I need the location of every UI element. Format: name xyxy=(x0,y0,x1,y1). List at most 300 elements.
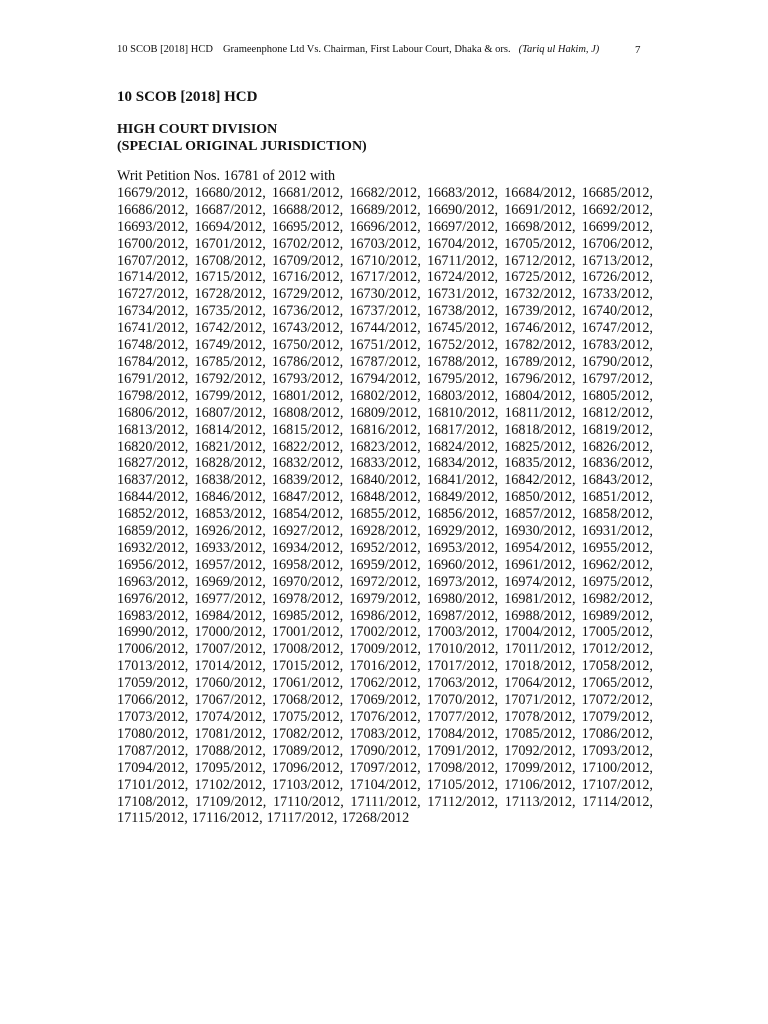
petition-number: 16795/2012, xyxy=(426,370,499,387)
petition-number: 16931/2012, xyxy=(581,523,653,540)
petition-number: 16717/2012, xyxy=(349,269,421,286)
petition-number: 16748/2012, xyxy=(117,337,189,354)
petition-number: 16841/2012, xyxy=(426,472,499,489)
petition-line xyxy=(117,658,653,675)
petition-number: 16685/2012, xyxy=(581,184,653,201)
petition-number: 16752/2012, xyxy=(426,337,499,354)
petition-number: 16828/2012, xyxy=(194,455,266,472)
petition-number: 16728/2012, xyxy=(194,286,266,303)
petition-number: 17060/2012, xyxy=(194,675,266,692)
petition-number: 16932/2012, xyxy=(117,539,189,556)
petition-number: 16927/2012, xyxy=(271,523,344,540)
petition-number: 17018/2012, xyxy=(504,658,576,675)
petition-line xyxy=(117,405,653,422)
petition-number: 16804/2012, xyxy=(504,387,576,404)
petition-number: 17067/2012, xyxy=(194,692,266,709)
petition-number: 17093/2012, xyxy=(581,742,653,759)
petition-number: 16796/2012, xyxy=(504,370,576,387)
petition-number: 16838/2012, xyxy=(194,472,266,489)
petition-number: 16791/2012, xyxy=(117,370,189,387)
petition-number: 16805/2012, xyxy=(581,387,653,404)
petition-number: 16725/2012, xyxy=(504,269,576,286)
petition-number: 16934/2012, xyxy=(271,539,344,556)
petition-number: 17095/2012, xyxy=(194,759,266,776)
petition-number: 17084/2012, xyxy=(426,725,499,742)
petition-number: 16786/2012, xyxy=(271,353,344,370)
petition-number: 17115/2012, xyxy=(117,810,188,827)
petition-number: 16988/2012, xyxy=(504,607,576,624)
petition-number: 16694/2012, xyxy=(194,218,266,235)
petition-number: 16930/2012, xyxy=(504,523,576,540)
petition-number: 17065/2012, xyxy=(581,675,653,692)
petition-line xyxy=(117,371,653,388)
petition-number: 16727/2012, xyxy=(117,286,189,303)
petition-number: 17008/2012, xyxy=(272,641,344,658)
petition-number: 16810/2012, xyxy=(427,404,499,421)
petition-number: 16782/2012, xyxy=(504,337,576,354)
page-number: 7 xyxy=(635,44,641,56)
petition-number: 17086/2012, xyxy=(581,725,653,742)
petition-number: 16960/2012, xyxy=(426,556,499,573)
petition-number: 16751/2012, xyxy=(349,337,421,354)
petition-number: 16816/2012, xyxy=(349,421,421,438)
petition-number: 16989/2012, xyxy=(581,607,653,624)
petition-number: 17002/2012, xyxy=(349,624,421,641)
petition-number: 17101/2012, xyxy=(117,776,189,793)
petition-number: 17106/2012, xyxy=(504,776,576,793)
petition-number: 16961/2012, xyxy=(504,556,576,573)
petition-number: 16733/2012, xyxy=(581,286,653,303)
petition-number: 17013/2012, xyxy=(117,658,189,675)
petition-number: 16848/2012, xyxy=(349,489,421,506)
petition-number: 17005/2012, xyxy=(581,624,653,641)
petition-number: 16823/2012, xyxy=(349,438,421,455)
petition-number: 17074/2012, xyxy=(194,709,266,725)
petition-number: 16806/2012, xyxy=(117,404,189,421)
petition-number: 16817/2012, xyxy=(426,421,499,438)
petition-number: 16746/2012, xyxy=(504,320,576,337)
petition-number: 17113/2012, xyxy=(504,793,576,810)
petition-line xyxy=(117,574,653,591)
petition-number: 16822/2012, xyxy=(271,438,344,455)
petition-number: 17001/2012, xyxy=(271,624,344,641)
petition-number: 16788/2012, xyxy=(426,353,499,370)
petition-line xyxy=(117,388,653,405)
petition-number: 16798/2012, xyxy=(117,387,189,404)
petition-number: 17076/2012, xyxy=(349,709,421,725)
petition-number: 16709/2012, xyxy=(272,252,344,269)
petition-number: 17105/2012, xyxy=(426,776,499,793)
petition-number: 16835/2012, xyxy=(504,455,576,472)
petition-line xyxy=(117,455,653,472)
petition-line xyxy=(117,269,653,286)
petition-number: 16926/2012, xyxy=(194,523,266,540)
petition-number: 16784/2012, xyxy=(117,353,189,370)
petition-number: 17079/2012, xyxy=(581,709,653,725)
court-jurisdiction: (SPECIAL ORIGINAL JURISDICTION) xyxy=(117,139,367,154)
petition-number: 17061/2012, xyxy=(271,675,344,692)
petition-number: 17080/2012, xyxy=(117,725,189,742)
petition-number: 16697/2012, xyxy=(426,218,499,235)
petition-number: 16783/2012, xyxy=(581,337,653,354)
petition-list xyxy=(117,168,653,827)
petition-number: 17078/2012, xyxy=(504,709,576,725)
petition-number: 16687/2012, xyxy=(194,201,266,218)
petition-number: 16958/2012, xyxy=(271,556,344,573)
petition-number: 16844/2012, xyxy=(117,489,189,506)
petition-number: 17011/2012, xyxy=(504,641,576,658)
petition-line xyxy=(117,726,653,743)
petition-number: 16952/2012, xyxy=(349,539,421,556)
petition-number: 16987/2012, xyxy=(426,607,499,624)
petition-number: 16929/2012, xyxy=(426,523,499,540)
petition-number: 16857/2012, xyxy=(504,506,576,523)
petition-number: 16839/2012, xyxy=(271,472,344,489)
petition-line xyxy=(117,337,653,354)
petition-number: 16787/2012, xyxy=(349,353,421,370)
petition-line xyxy=(117,794,653,811)
petition-number: 16851/2012, xyxy=(581,489,653,506)
petition-number: 16802/2012, xyxy=(349,387,421,404)
petition-number: 17077/2012, xyxy=(426,709,499,725)
petition-number: 16980/2012, xyxy=(426,590,499,607)
petition-number: 17116/2012, xyxy=(191,810,263,827)
petition-number: 17000/2012, xyxy=(194,624,266,641)
petition-number: 16703/2012, xyxy=(349,235,421,252)
petition-number: 17073/2012, xyxy=(117,709,189,725)
petition-number: 16856/2012, xyxy=(426,506,499,523)
petition-number: 16682/2012, xyxy=(349,184,421,201)
petition-line xyxy=(117,709,653,726)
petition-number: 16808/2012, xyxy=(272,404,344,421)
petition-number: 16740/2012, xyxy=(581,303,653,320)
petition-number: 16963/2012, xyxy=(117,573,189,590)
petition-number: 16731/2012, xyxy=(426,286,499,303)
petition-number: 17103/2012, xyxy=(271,776,344,793)
petition-number: 17015/2012, xyxy=(271,658,344,675)
petition-line xyxy=(117,523,653,540)
petition-number: 17012/2012, xyxy=(581,641,653,658)
petition-number: 17010/2012, xyxy=(427,641,499,658)
petition-line xyxy=(117,219,653,236)
petition-number: 16749/2012, xyxy=(194,337,266,354)
petition-number: 17098/2012, xyxy=(426,759,499,776)
petition-number: 16970/2012, xyxy=(271,573,344,590)
petition-number: 16832/2012, xyxy=(271,455,344,472)
petition-number: 16794/2012, xyxy=(349,370,421,387)
petition-number: 16696/2012, xyxy=(349,218,421,235)
petition-number: 16710/2012, xyxy=(349,252,421,269)
petition-number: 16975/2012, xyxy=(581,573,653,590)
petition-line xyxy=(117,236,653,253)
petition-line xyxy=(117,506,653,523)
petition-line xyxy=(117,608,653,625)
petition-number: 16690/2012, xyxy=(426,201,499,218)
petition-number: 16852/2012, xyxy=(117,506,189,523)
petition-number: 17016/2012, xyxy=(349,658,421,675)
petition-number: 16847/2012, xyxy=(271,489,344,506)
petition-number: 16683/2012, xyxy=(426,184,499,201)
petition-line xyxy=(117,743,653,760)
petition-number: 17069/2012, xyxy=(349,692,421,709)
petition-number: 16820/2012, xyxy=(117,438,189,455)
petition-number: 16814/2012, xyxy=(194,421,266,438)
petition-number: 16824/2012, xyxy=(426,438,499,455)
petition-number: 17100/2012, xyxy=(581,759,653,776)
petition-number: 16979/2012, xyxy=(349,590,421,607)
petition-number: 16736/2012, xyxy=(271,303,344,320)
petition-line xyxy=(117,422,653,439)
petition-number: 17072/2012, xyxy=(581,692,653,709)
petition-number: 17017/2012, xyxy=(426,658,499,675)
petition-number: 16698/2012, xyxy=(504,218,576,235)
petition-number: 16695/2012, xyxy=(271,218,344,235)
petition-number: 16686/2012, xyxy=(117,201,189,218)
petition-number: 16834/2012, xyxy=(426,455,499,472)
petition-number: 16825/2012, xyxy=(504,438,576,455)
petition-number: 16821/2012, xyxy=(194,438,266,455)
petition-number: 17009/2012, xyxy=(349,641,421,658)
petition-number: 16699/2012, xyxy=(581,218,653,235)
petition-number: 17014/2012, xyxy=(194,658,266,675)
petition-number: 16969/2012, xyxy=(194,573,266,590)
petition-number: 16962/2012, xyxy=(581,556,653,573)
petition-number: 16711/2012, xyxy=(427,252,498,269)
petition-number: 16714/2012, xyxy=(117,269,189,286)
petition-number: 16705/2012, xyxy=(504,235,576,252)
petition-number: 17088/2012, xyxy=(194,742,266,759)
petition-number: 16818/2012, xyxy=(504,421,576,438)
petition-number: 16724/2012, xyxy=(426,269,499,286)
petition-number: 16691/2012, xyxy=(504,201,576,218)
court-division: HIGH COURT DIVISION xyxy=(117,122,278,137)
petition-line xyxy=(117,760,653,777)
petition-number: 17087/2012, xyxy=(117,742,189,759)
petition-number: 16807/2012, xyxy=(194,404,266,421)
petition-number: 16986/2012, xyxy=(349,607,421,624)
petition-line xyxy=(117,303,653,320)
petition-number: 16737/2012, xyxy=(349,303,421,320)
petition-number: 17089/2012, xyxy=(271,742,344,759)
petition-number: 17085/2012, xyxy=(504,725,576,742)
petition-number: 16790/2012, xyxy=(581,353,653,370)
petition-number: 16933/2012, xyxy=(194,539,266,556)
petition-number: 16750/2012, xyxy=(271,337,344,354)
petition-number: 16679/2012, xyxy=(117,184,189,201)
petition-number: 16836/2012, xyxy=(581,455,653,472)
petition-number: 16732/2012, xyxy=(504,286,576,303)
petition-number: 17083/2012, xyxy=(349,725,421,742)
petition-number: 16729/2012, xyxy=(271,286,344,303)
petition-line xyxy=(117,624,653,641)
petition-number: 16826/2012, xyxy=(581,438,653,455)
petition-number: 16846/2012, xyxy=(194,489,266,506)
petition-number: 16745/2012, xyxy=(426,320,499,337)
petition-number: 17081/2012, xyxy=(194,725,266,742)
petition-number: 16813/2012, xyxy=(117,421,189,438)
petition-number: 17096/2012, xyxy=(271,759,344,776)
petition-number: 16973/2012, xyxy=(426,573,499,590)
petition-number: 16954/2012, xyxy=(504,539,576,556)
petition-number: 17107/2012, xyxy=(581,776,653,793)
petition-line xyxy=(117,354,653,371)
petition-number: 16983/2012, xyxy=(117,607,189,624)
header-case-title: Grameenphone Ltd Vs. Chairman, First Labour Court, Dhaka & ors. xyxy=(222,44,511,55)
petition-number: 17066/2012, xyxy=(117,692,189,709)
petition-number: 17097/2012, xyxy=(349,759,421,776)
petition-number: 17091/2012, xyxy=(426,742,499,759)
petition-line xyxy=(117,641,653,658)
petition-number: 16715/2012, xyxy=(194,269,266,286)
petition-lines xyxy=(117,185,653,827)
petition-number: 16974/2012, xyxy=(504,573,576,590)
petition-line xyxy=(117,202,653,219)
petition-number: 16707/2012, xyxy=(117,252,189,269)
petition-number: 17007/2012, xyxy=(194,641,266,658)
petition-number: 16849/2012, xyxy=(426,489,499,506)
petition-number: 16693/2012, xyxy=(117,218,189,235)
petition-number: 16840/2012, xyxy=(349,472,421,489)
petition-line xyxy=(117,810,653,827)
petition-number: 16712/2012, xyxy=(504,252,576,269)
petition-number: 16744/2012, xyxy=(349,320,421,337)
petition-number: 17068/2012, xyxy=(271,692,344,709)
petition-number: 16815/2012, xyxy=(271,421,344,438)
petition-number: 16858/2012, xyxy=(581,506,653,523)
petition-number: 17114/2012, xyxy=(582,793,653,810)
petition-number: 16853/2012, xyxy=(194,506,266,523)
petition-number: 17109/2012, xyxy=(194,793,267,810)
petition-number: 16708/2012, xyxy=(194,252,266,269)
petition-number: 16747/2012, xyxy=(581,320,653,337)
petition-number: 16730/2012, xyxy=(349,286,421,303)
petition-number: 17102/2012, xyxy=(194,776,266,793)
petition-number: 16811/2012, xyxy=(504,404,576,421)
petition-number: 16819/2012, xyxy=(581,421,653,438)
petition-line xyxy=(117,591,653,608)
petition-number: 16957/2012, xyxy=(194,556,266,573)
petition-number: 16928/2012, xyxy=(349,523,421,540)
petition-number: 17003/2012, xyxy=(426,624,499,641)
petition-number: 16702/2012, xyxy=(271,235,344,252)
petition-number: 16785/2012, xyxy=(194,353,266,370)
petition-number: 17094/2012, xyxy=(117,759,189,776)
petition-number: 16976/2012, xyxy=(117,590,189,607)
petition-number: 16982/2012, xyxy=(581,590,653,607)
petition-number: 17004/2012, xyxy=(504,624,576,641)
petition-number: 17070/2012, xyxy=(426,692,499,709)
petition-number: 17099/2012, xyxy=(504,759,576,776)
petition-line xyxy=(117,540,653,557)
petition-number: 17006/2012, xyxy=(117,641,189,658)
petition-number: 16684/2012, xyxy=(504,184,576,201)
petition-number: 16859/2012, xyxy=(117,523,189,540)
petition-number: 16680/2012, xyxy=(194,184,266,201)
petition-number: 16978/2012, xyxy=(271,590,344,607)
petition-line xyxy=(117,185,653,202)
petition-number: 17071/2012, xyxy=(504,692,576,709)
petition-number: 16799/2012, xyxy=(194,387,266,404)
petition-number: 16809/2012, xyxy=(349,404,421,421)
petition-number: 16701/2012, xyxy=(194,235,266,252)
petition-number: 16953/2012, xyxy=(426,539,499,556)
petition-number: 16734/2012, xyxy=(117,303,189,320)
petition-number: 16743/2012, xyxy=(271,320,344,337)
petition-line xyxy=(117,692,653,709)
petition-number: 17111/2012, xyxy=(350,793,421,810)
petition-number: 17110/2012, xyxy=(272,793,344,810)
petition-number: 16704/2012, xyxy=(426,235,499,252)
petition-number: 16742/2012, xyxy=(194,320,266,337)
petition-line xyxy=(117,320,653,337)
petition-line xyxy=(117,557,653,574)
petition-line xyxy=(117,439,653,456)
petition-number: 17058/2012, xyxy=(581,658,653,675)
petition-number: 16842/2012, xyxy=(504,472,576,489)
petition-number: 17092/2012, xyxy=(504,742,576,759)
petition-number: 16741/2012, xyxy=(117,320,189,337)
petition-line xyxy=(117,489,653,506)
petition-number: 16985/2012, xyxy=(271,607,344,624)
petition-number: 17117/2012, xyxy=(266,810,338,827)
running-header xyxy=(117,44,647,55)
petition-number: 16972/2012, xyxy=(349,573,421,590)
petition-number: 16833/2012, xyxy=(349,455,421,472)
petition-number: 16713/2012, xyxy=(581,252,653,269)
petition-number: 16956/2012, xyxy=(117,556,189,573)
petition-number: 17075/2012, xyxy=(271,709,344,725)
petition-number: 17090/2012, xyxy=(349,742,421,759)
petition-number: 16716/2012, xyxy=(271,269,344,286)
petition-number: 16700/2012, xyxy=(117,235,189,252)
petition-number: 17082/2012, xyxy=(271,725,344,742)
petition-number: 17062/2012, xyxy=(349,675,421,692)
petition-number: 16959/2012, xyxy=(349,556,421,573)
header-citation: 10 SCOB [2018] HCD xyxy=(117,44,213,55)
petition-number: 16812/2012, xyxy=(581,404,653,421)
petition-number: 17064/2012, xyxy=(504,675,576,692)
petition-number: 16689/2012, xyxy=(349,201,421,218)
petition-number: 17112/2012, xyxy=(427,793,499,810)
petition-line xyxy=(117,675,653,692)
petition-number: 16726/2012, xyxy=(581,269,653,286)
petition-intro: Writ Petition Nos. 16781 of 2012 with xyxy=(117,168,336,184)
petition-number: 16792/2012, xyxy=(194,370,266,387)
petition-number: 16803/2012, xyxy=(426,387,499,404)
petition-number: 16801/2012, xyxy=(271,387,344,404)
petition-number: 16977/2012, xyxy=(194,590,266,607)
petition-number: 16984/2012, xyxy=(194,607,266,624)
court-heading xyxy=(117,121,367,155)
petition-number: 16692/2012, xyxy=(581,201,653,218)
petition-number: 17268/2012 xyxy=(341,810,410,827)
petition-number: 17104/2012, xyxy=(349,776,421,793)
petition-number: 16688/2012, xyxy=(271,201,344,218)
petition-number: 16837/2012, xyxy=(117,472,189,489)
petition-number: 16738/2012, xyxy=(426,303,499,320)
petition-number: 17108/2012, xyxy=(117,793,189,810)
petition-line xyxy=(117,472,653,489)
petition-number: 17063/2012, xyxy=(426,675,499,692)
petition-number: 16850/2012, xyxy=(504,489,576,506)
petition-number: 16827/2012, xyxy=(117,455,189,472)
petition-number: 16955/2012, xyxy=(581,539,653,556)
petition-number: 16739/2012, xyxy=(504,303,576,320)
report-citation: 10 SCOB [2018] HCD xyxy=(117,89,258,105)
petition-number: 16793/2012, xyxy=(271,370,344,387)
petition-number: 17059/2012, xyxy=(117,675,189,692)
header-judge: (Tariq ul Hakim, J) xyxy=(518,44,600,55)
